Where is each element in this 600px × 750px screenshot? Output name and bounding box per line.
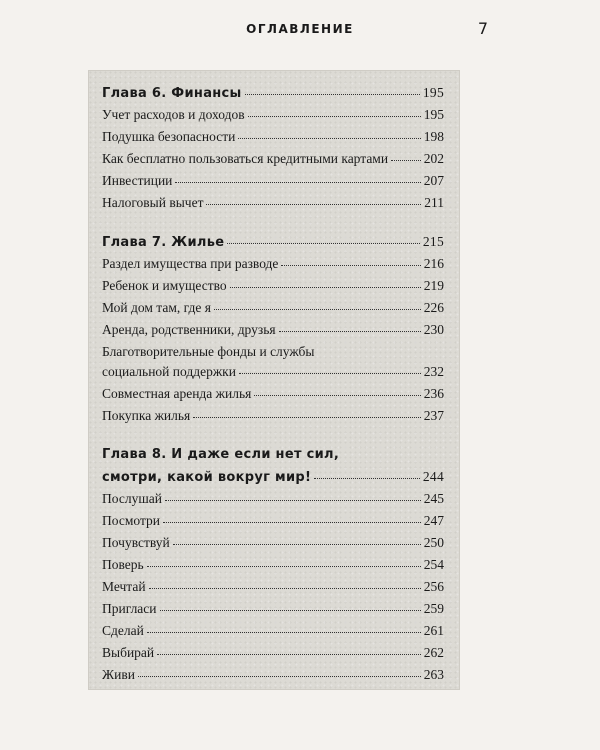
- leader-dots: [193, 415, 421, 418]
- running-head: ОГЛАВЛЕНИЕ: [246, 22, 354, 36]
- item-page: 230: [423, 322, 444, 337]
- item-page: 259: [423, 601, 444, 616]
- leader-dots: [157, 652, 421, 655]
- item-title: Мечтай: [102, 579, 146, 594]
- item-title: Живи: [102, 667, 135, 682]
- item-page: 237: [423, 408, 444, 423]
- leader-dots: [147, 564, 421, 567]
- item-title: Выбирай: [102, 645, 155, 660]
- item-page: 250: [423, 535, 444, 550]
- leader-dots: [163, 520, 421, 523]
- leader-dots: [254, 393, 420, 396]
- item-page: 263: [423, 667, 444, 682]
- toc-item: [102, 278, 444, 300]
- table-of-contents: [88, 70, 460, 690]
- item-page: 198: [423, 129, 444, 144]
- toc-item: [102, 623, 444, 645]
- item-title: Пригласи: [102, 601, 157, 616]
- item-title: Налоговый вычет: [102, 195, 204, 210]
- leader-dots: [281, 263, 420, 266]
- toc-list: [102, 85, 444, 689]
- item-page: 262: [423, 645, 444, 660]
- leader-dots: [165, 498, 421, 501]
- item-page: 245: [423, 491, 444, 506]
- item-title-line2: социальной поддержки: [102, 364, 236, 379]
- toc-item: [102, 364, 444, 386]
- toc-item: [102, 386, 444, 408]
- item-title: Посмотри: [102, 513, 160, 528]
- item-title: Инвестиции: [102, 173, 173, 188]
- toc-item: [102, 173, 444, 195]
- item-page: 256: [423, 579, 444, 594]
- leader-dots: [248, 114, 421, 117]
- toc-item: [102, 645, 444, 667]
- item-title: Аренда, родственники, друзья: [102, 322, 276, 337]
- item-title: Мой дом там, где я: [102, 300, 211, 315]
- toc-chapter-6: [102, 85, 444, 107]
- toc-item: [102, 107, 444, 129]
- toc-item: [102, 513, 444, 535]
- item-page: 247: [423, 513, 444, 528]
- item-page: 219: [423, 278, 444, 293]
- section-gap: [102, 217, 444, 234]
- item-title: Покупка жилья: [102, 408, 191, 423]
- section-gap: [102, 430, 444, 447]
- leader-dots: [149, 586, 421, 589]
- leader-dots: [138, 674, 421, 677]
- toc-item: [102, 535, 444, 557]
- leader-dots: [238, 136, 420, 139]
- item-page: 236: [423, 386, 444, 401]
- item-title-line1: Благотворительные фонды и службы: [102, 344, 315, 359]
- leader-dots: [147, 630, 421, 633]
- leader-dots: [206, 202, 421, 205]
- item-title: Послушай: [102, 491, 162, 506]
- chapter-page: 195: [422, 85, 444, 100]
- leader-dots: [314, 476, 420, 479]
- leader-dots: [239, 371, 421, 374]
- toc-item: [102, 491, 444, 513]
- leader-dots: [245, 92, 420, 95]
- leader-dots: [160, 608, 421, 611]
- item-page: 211: [424, 195, 444, 210]
- toc-item: [102, 579, 444, 601]
- toc-item: [102, 667, 444, 689]
- toc-chapter-8: [102, 469, 444, 491]
- item-title: Ребенок и имущество: [102, 278, 227, 293]
- leader-dots: [227, 241, 419, 244]
- item-title: Почувствуй: [102, 535, 170, 550]
- toc-item: [102, 322, 444, 344]
- item-page: 195: [423, 107, 444, 122]
- item-title: Поверь: [102, 557, 144, 572]
- item-title: Совместная аренда жилья: [102, 386, 252, 401]
- item-page: 232: [423, 364, 444, 379]
- leader-dots: [279, 329, 421, 332]
- item-page: 261: [423, 623, 444, 638]
- chapter-title: Глава 6. Финансы: [102, 86, 242, 101]
- leader-dots: [230, 285, 421, 288]
- page-number: 7: [477, 19, 488, 38]
- toc-item: [102, 151, 444, 173]
- leader-dots: [175, 180, 420, 183]
- item-title: Раздел имущества при разводе: [102, 256, 279, 271]
- item-title: Подушка безопасности: [102, 129, 236, 144]
- chapter-title: Глава 7. Жилье: [102, 235, 225, 250]
- item-page: 202: [423, 151, 444, 166]
- item-page: 216: [423, 256, 444, 271]
- item-page: 226: [423, 300, 444, 315]
- item-title: Учет расходов и доходов: [102, 107, 245, 122]
- toc-item: [102, 601, 444, 623]
- item-page: 207: [423, 173, 444, 188]
- toc-item: [102, 408, 444, 430]
- chapter-page: 215: [422, 234, 444, 249]
- item-title: Сделай: [102, 623, 144, 638]
- toc-item: [102, 129, 444, 151]
- page-header: [0, 19, 600, 42]
- toc-item: [102, 557, 444, 579]
- chapter-title-line2: смотри, какой вокруг мир!: [102, 470, 312, 485]
- item-title: Как бесплатно пользоваться кредитными картами: [102, 151, 389, 166]
- toc-item: [102, 300, 444, 322]
- toc-chapter-7: [102, 234, 444, 256]
- toc-item: [102, 256, 444, 278]
- leader-dots: [391, 158, 421, 161]
- chapter-page: 244: [422, 469, 444, 484]
- leader-dots: [214, 307, 421, 310]
- leader-dots: [173, 542, 421, 545]
- chapter-title-line1: Глава 8. И даже если нет сил,: [102, 447, 340, 462]
- toc-item: [102, 195, 444, 217]
- item-page: 254: [423, 557, 444, 572]
